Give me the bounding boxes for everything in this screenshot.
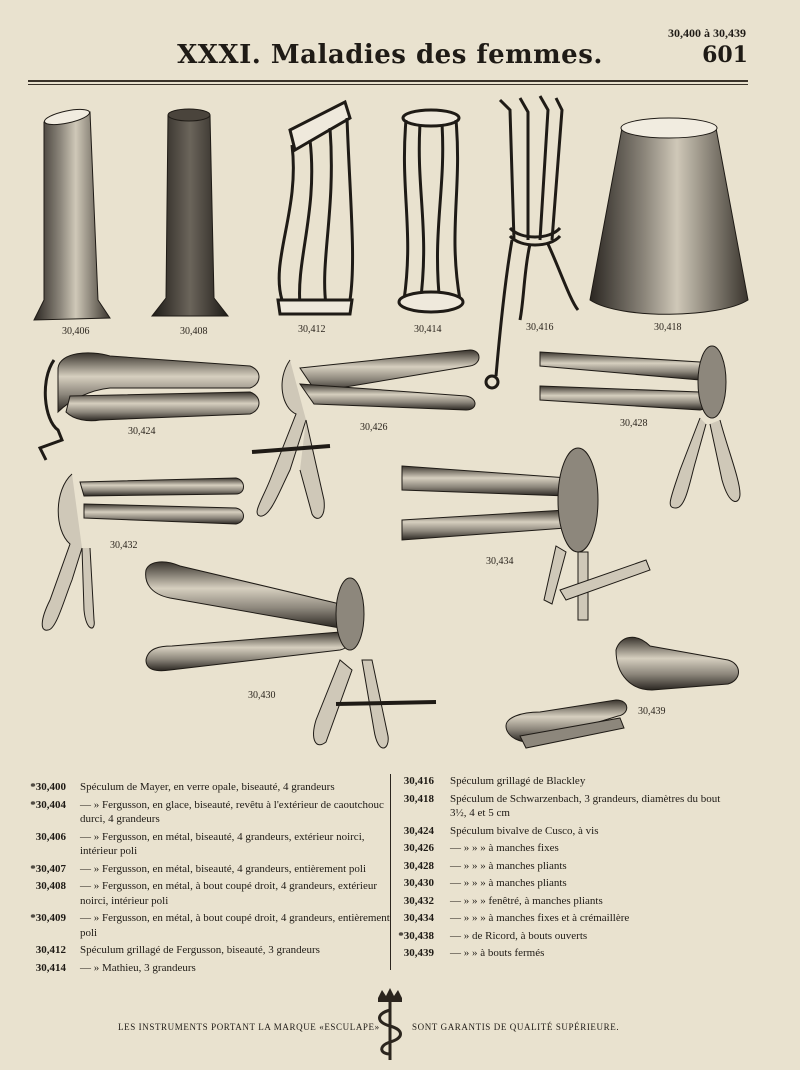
figure-label: 30,418: [654, 322, 682, 333]
speculum-30416-drawing: [486, 96, 578, 388]
catalog-entry: 30,430 — » » » à manches pliants: [403, 877, 567, 890]
catalog-entry: 30,414 — » Mathieu, 3 grandeurs: [35, 961, 196, 974]
figure-label: 30,424: [128, 426, 156, 437]
speculum-30414-drawing: [399, 110, 463, 312]
catalog-entry: *30,400 Spéculum de Mayer, en verre opale, biseauté, 4 grandeurs: [30, 781, 335, 793]
speculum-30412-drawing: [278, 102, 353, 314]
catalog-entry: 30,406 — » Fergusson, en métal, biseauté, 4 grandeurs, extérieur noirci, intérieur poli: [35, 830, 365, 858]
figure-label: 30,428: [620, 418, 648, 429]
speculum-30424-drawing: [40, 353, 259, 460]
catalog-entry: 30,439 — » » à bouts fermés: [403, 947, 545, 960]
page-number: 601: [702, 42, 748, 68]
speculum-30430-drawing: [146, 562, 436, 748]
footer-right-text: SONT GARANTIS DE QUALITÉ SUPÉRIEURE.: [412, 1022, 620, 1032]
catalog-entry: *30,407 — » Fergusson, en métal, biseauté, 4 grandeurs, entièrement poli: [30, 862, 367, 875]
footer-left-text: LES INSTRUMENTS PORTANT LA MARQUE «ESCULAPE»: [118, 1022, 380, 1032]
item-range: 30,400 à 30,439: [668, 26, 746, 40]
figure-label: 30,416: [526, 322, 554, 333]
speculum-30426-drawing: [252, 350, 479, 518]
figure-label: 30,414: [414, 324, 442, 335]
speculum-30408-drawing: [152, 109, 228, 316]
catalog-entry: *30,404 — » Fergusson, en glace, biseauté, revêtu à l'extérieur de caoutchouc durci, 4 grandeurs: [30, 798, 384, 826]
speculum-30418-drawing: [590, 118, 748, 314]
header-rule-thin: [28, 84, 748, 85]
catalog-entry: 30,426 — » » » à manches fixes: [403, 842, 559, 855]
speculum-30439-drawing: [506, 637, 739, 748]
figure-label: 30,426: [360, 422, 388, 433]
catalog-entry: *30,409 — » Fergusson, en métal, à bout coupé droit, 4 grandeurs, entièrement poli: [30, 912, 390, 939]
catalog-column-left: [20, 780, 390, 978]
catalog-entry: 30,416 Spéculum grillagé de Blackley: [403, 775, 586, 787]
speculum-30406-drawing: [34, 106, 110, 320]
speculum-30434-drawing: [402, 448, 650, 620]
header-rule: [28, 80, 748, 82]
catalog-entry: 30,418 Spéculum de Schwarzenbach, 3 grandeurs, diamètres du bout 3½, 4 et 5 cm: [403, 792, 721, 820]
instrument-illustrations: [0, 90, 800, 760]
column-divider: [390, 774, 391, 970]
figure-label: 30,412: [298, 324, 326, 335]
figure-label: 30,406: [62, 326, 90, 337]
catalog-entry: 30,434 — » » » à manches fixes et à crémaillère: [403, 912, 630, 925]
speculum-30432-drawing: [42, 474, 243, 630]
catalog-entry: 30,412 Spéculum grillagé de Fergusson, biseauté, 3 grandeurs: [35, 944, 320, 957]
page-title: XXXI. Maladies des femmes.: [177, 40, 603, 70]
catalog-entry: 30,428 — » » » à manches pliants: [403, 859, 567, 872]
figure-label: 30,430: [248, 690, 276, 701]
catalog-entry: *30,438 — » de Ricord, à bouts ouverts: [398, 929, 588, 942]
catalog-entry: 30,408 — » Fergusson, en métal, à bout coupé droit, 4 grandeurs, extérieur noirci, intérieur poli: [35, 880, 378, 907]
catalog-entry: 30,432 — » » » fenêtré, à manches pliants: [403, 894, 603, 907]
catalog-column-right: [396, 774, 732, 964]
catalog-entry: 30,424 Spéculum bivalve de Cusco, à vis: [403, 824, 599, 837]
figure-label: 30,439: [638, 706, 666, 717]
figure-label: 30,432: [110, 540, 138, 551]
figure-label: 30,434: [486, 556, 514, 567]
figure-label: 30,408: [180, 326, 208, 337]
